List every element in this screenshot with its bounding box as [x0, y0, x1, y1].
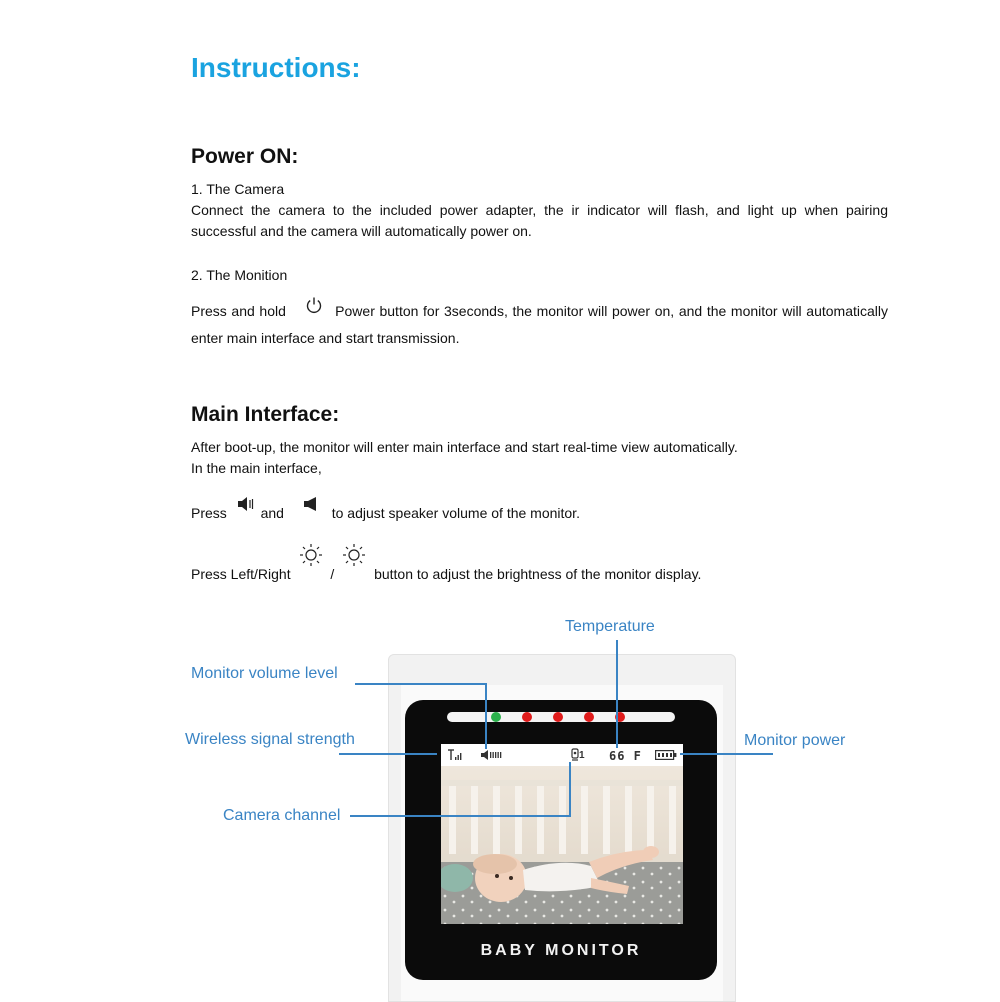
volume-instruction	[191, 496, 580, 524]
led-red	[522, 712, 532, 722]
led-green	[491, 712, 501, 722]
channel-leader-horizontal	[350, 815, 571, 817]
and-text: and	[260, 505, 284, 521]
monitor-step-label: 2. The Monition	[191, 267, 288, 283]
brightness-right-icon	[342, 543, 366, 573]
camera-channel-value: 1	[579, 750, 585, 761]
temperature-callout: Temperature	[565, 618, 655, 635]
led-strip	[447, 712, 675, 722]
baby-monitor-label: BABY MONITOR	[480, 942, 642, 959]
press-left-right-text: Press Left/Right	[191, 566, 291, 582]
volume-rest-text: to adjust speaker volume of the monitor.	[331, 505, 580, 521]
brightness-instruction	[191, 543, 701, 585]
volume-up-icon	[237, 496, 257, 518]
wireless-signal-callout: Wireless signal strength	[185, 731, 355, 748]
volume-level-icon	[481, 750, 503, 760]
monitor-step-text	[191, 296, 888, 352]
camera-channel-callout: Camera channel	[223, 807, 341, 824]
power-button-text: Power button for 3seconds, the monitor will power on, and the monitor will automatically enter main interface and start transmission.	[191, 303, 889, 346]
battery-icon	[655, 750, 677, 760]
main-interface-heading: Main Interface:	[191, 403, 340, 426]
camera-channel-icon	[571, 748, 579, 761]
monitor-device	[388, 654, 736, 1002]
volume-leader-vertical	[485, 683, 487, 749]
power-icon	[305, 296, 323, 323]
volume-down-icon	[302, 496, 320, 518]
temperature-leader-line	[616, 640, 618, 748]
camera-step-label: 1. The Camera	[191, 181, 285, 197]
monitor-bezel	[405, 700, 717, 980]
signal-leader-line	[339, 753, 437, 755]
slash-text: /	[330, 566, 335, 582]
channel-leader-vertical	[569, 762, 571, 817]
camera-step-text: Connect the camera to the included power adapter, the ir indicator will flash, and light up when pairing successful and the camera will automatically power on.	[191, 202, 888, 239]
monitor-power-callout: Monitor power	[744, 732, 846, 749]
power-on-heading: Power ON:	[191, 145, 299, 168]
main-interface-intro: In the main interface,	[191, 460, 322, 476]
press-text: Press	[191, 505, 227, 521]
led-red	[584, 712, 594, 722]
monitor-screen	[441, 744, 683, 924]
brightness-left-icon	[299, 543, 323, 573]
boot-text: After boot-up, the monitor will enter main interface and start real-time view automatically.	[191, 439, 738, 455]
monitor-volume-callout: Monitor volume level	[191, 665, 338, 682]
volume-leader-horizontal	[355, 683, 487, 685]
power-leader-line	[680, 753, 773, 755]
press-hold-text: Press and hold	[191, 303, 286, 319]
temperature-value: 66 F	[609, 749, 642, 763]
camera-feed-image	[441, 766, 683, 924]
signal-strength-icon	[447, 749, 463, 761]
led-red	[553, 712, 563, 722]
brightness-rest-text: button to adjust the brightness of the monitor display.	[374, 566, 702, 582]
page-title: Instructions:	[191, 52, 361, 83]
